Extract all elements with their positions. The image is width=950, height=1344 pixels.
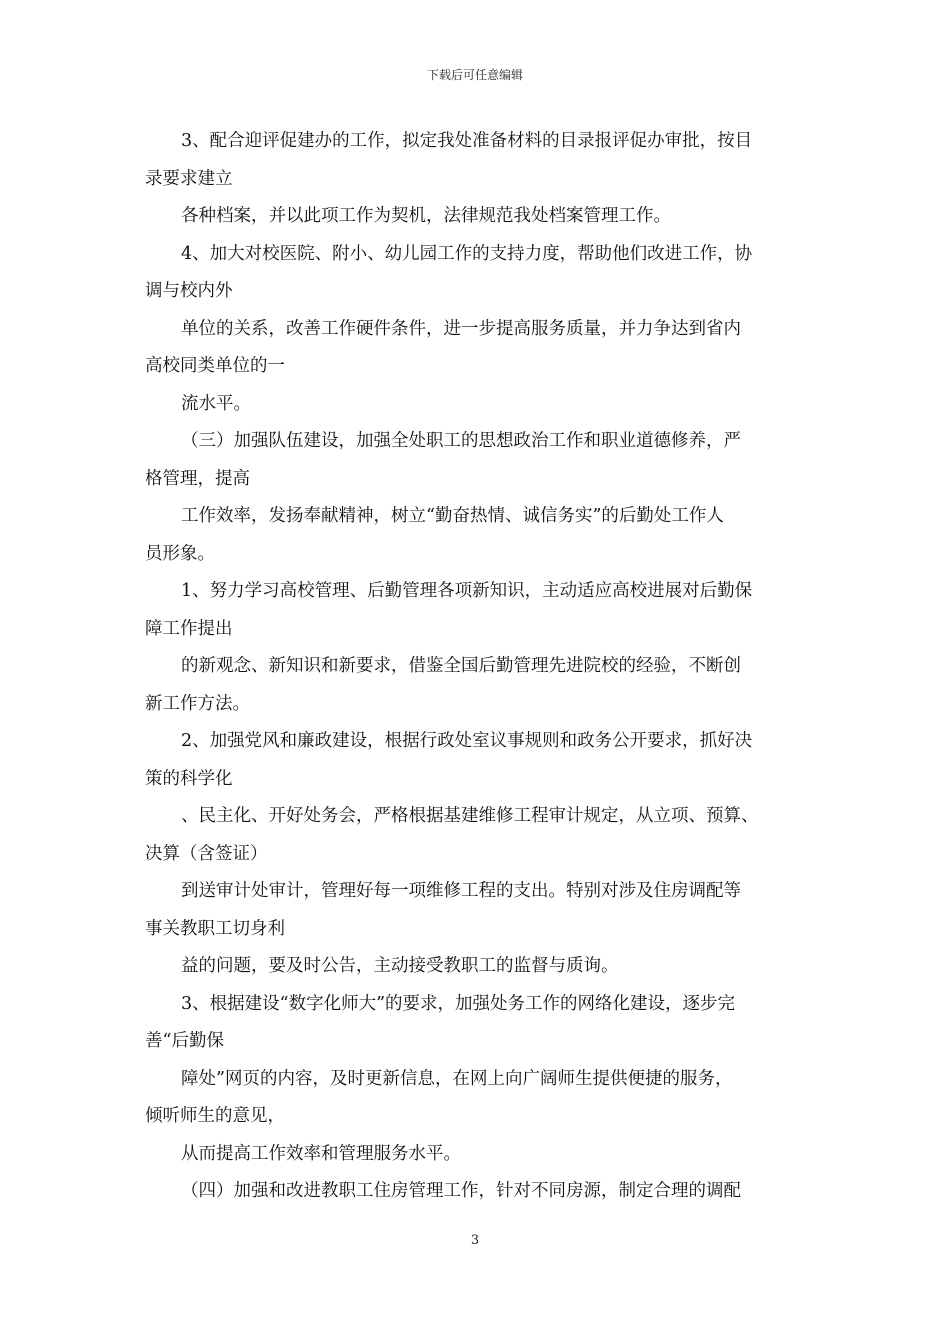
text-line: 高校同类单位的一 — [145, 356, 285, 376]
text-line: 流水平。 — [181, 393, 251, 414]
page-header: 下载后可任意编辑 — [426, 68, 523, 82]
text-line: 格管理，提高 — [145, 468, 250, 489]
text-line: 录要求建立 — [145, 168, 233, 189]
text-line: 各种档案，并以此项工作为契机，法律规范我处档案管理工作。 — [181, 206, 671, 226]
text-line: 障处”网页的内容，及时更新信息，在网上向广阔师生提供便捷的服务， — [181, 1068, 733, 1089]
text-line: 工作效率，发扬奉献精神，树立“勤奋热情、诚信务实”的后勤处工作人 — [181, 506, 724, 526]
text-line: 善“后勤保 — [145, 1031, 224, 1051]
text-line: 2、加强党风和廉政建设，根据行政处室议事规则和政务公开要求，抓好决 — [181, 731, 753, 751]
text-line: （三）加强队伍建设，加强全处职工的思想政治工作和职业道德修养，严 — [181, 431, 741, 451]
page-number: 3 — [470, 1233, 480, 1248]
text-line: 的新观念、新知识和新要求，借鉴全国后勤管理先进院校的经验，不断创 — [181, 656, 741, 676]
text-line: 策的科学化 — [145, 768, 233, 789]
text-line: 新工作方法。 — [145, 693, 250, 714]
text-line: 到送审计处审计，管理好每一项维修工程的支出。特别对涉及住房调配等 — [181, 881, 741, 901]
text-line: 从而提高工作效率和管理服务水平。 — [181, 1143, 461, 1164]
text-line: 1、努力学习高校管理、后勤管理各项新知识，主动适应高校进展对后勤保 — [181, 581, 753, 601]
text-line: 、民主化、开好处务会，严格根据基建维修工程审计规定，从立项、预算、 — [181, 806, 759, 826]
text-line: 单位的关系，改善工作硬件条件，进一步提高服务质量，并力争达到省内 — [181, 318, 741, 339]
text-line: 事关教职工切身利 — [145, 918, 285, 939]
text-line: 益的问题，要及时公告，主动接受教职工的监督与质询。 — [181, 956, 619, 976]
document-body — [145, 123, 825, 1211]
text-line: 倾听师生的意见， — [145, 1106, 285, 1126]
text-line: 4、加大对校医院、附小、幼儿园工作的支持力度，帮助他们改进工作，协 — [181, 243, 753, 264]
text-line: 员形象。 — [145, 543, 215, 564]
text-line: 调与校内外 — [145, 281, 233, 301]
text-line: 障工作提出 — [145, 618, 233, 639]
text-line: 3、根据建设“数字化师大”的要求，加强处务工作的网络化建设，逐步完 — [181, 993, 736, 1014]
text-line: （四）加强和改进教职工住房管理工作，针对不同房源，制定合理的调配 — [181, 1181, 741, 1201]
text-line: 决算（含签证） — [145, 843, 268, 864]
text-line: 3、配合迎评促建办的工作，拟定我处准备材料的目录报评促办审批，按目 — [181, 131, 753, 151]
